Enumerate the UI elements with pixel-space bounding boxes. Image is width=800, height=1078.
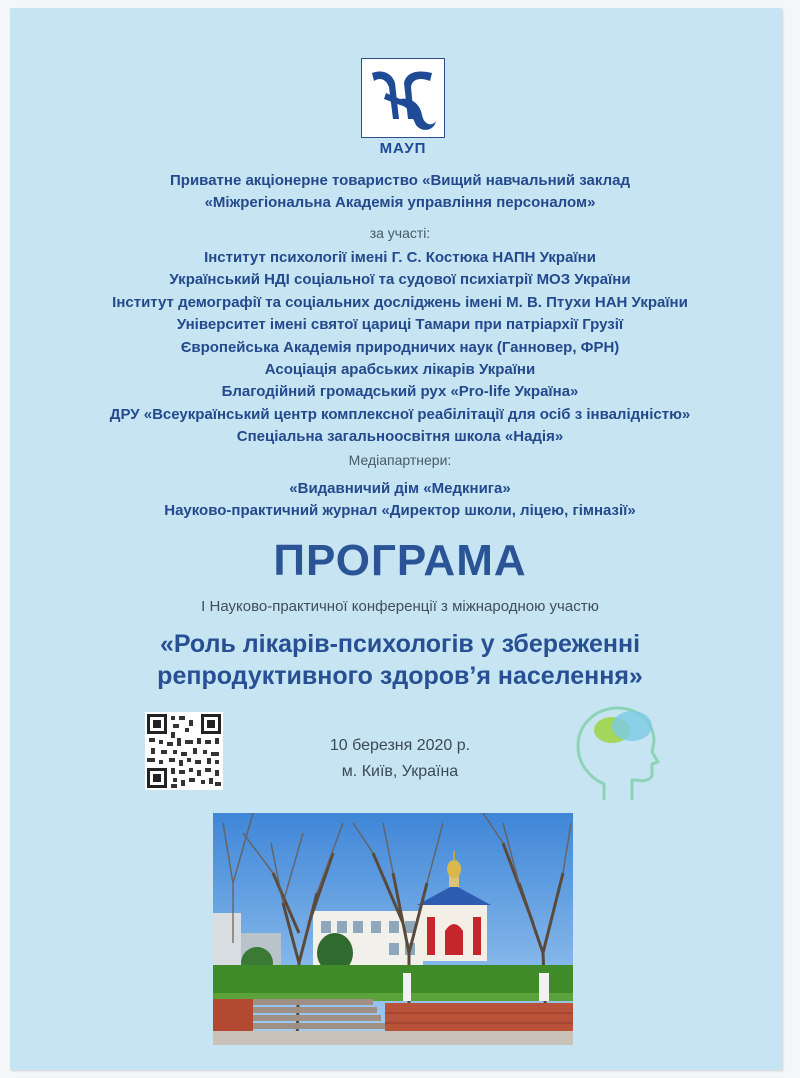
topic-line-2: репродуктивного здоров’я населення» — [157, 662, 643, 690]
participant-item: Український НДІ соціальної та судової психіатрії МОЗ України — [169, 271, 631, 289]
participants-list — [0, 247, 800, 449]
conference-subtitle: І Науково-практичної конференції з міжнародною участю — [201, 598, 599, 615]
event-place: м. Київ, Україна — [341, 763, 459, 780]
logo-name: МАУП — [379, 140, 427, 157]
participant-item: Інститут психології імені Г. С. Костюка НАПН України — [204, 249, 596, 266]
participation-label: за участі: — [369, 225, 431, 241]
program-title: ПРОГРАМА — [273, 536, 527, 585]
media-partner-item: «Видавничий дім «Медкнига» — [289, 480, 511, 497]
head-profile-icon — [568, 700, 660, 804]
media-partner-item: Науково-практичний журнал «Директор школи, ліцею, гімназії» — [164, 502, 636, 519]
conference-topic — [0, 628, 800, 692]
participant-item: ДРУ «Всеукраїнський центр комплексної реабілітації для осіб з інвалідністю» — [109, 405, 691, 423]
participant-item: Асоціація арабських лікарів України — [264, 361, 536, 379]
organizer-line-1: Приватне акціонерне товариство «Вищий навчальний заклад — [170, 172, 630, 189]
maup-logo-icon — [361, 58, 445, 138]
topic-line-1: «Роль лікарів-психологів у збереженні — [159, 630, 641, 658]
organizer-line-2: «Міжрегіональна Академія управління персоналом» — [204, 194, 596, 211]
media-partners-label: Медіапартнери: — [348, 452, 452, 468]
participant-item: Благодійний громадський рух «Pro-life Україна» — [221, 383, 579, 401]
church-photo — [213, 813, 573, 1045]
event-date: 10 березня 2020 р. — [329, 737, 471, 754]
event-date-place — [0, 733, 800, 785]
participant-item: Європейська Академія природничих наук (Ганновер, ФРН) — [180, 338, 620, 356]
organizer — [0, 170, 800, 214]
media-partners-list — [0, 478, 800, 522]
participant-item: Спеціальна загальноосвітня школа «Надія» — [236, 428, 564, 446]
participant-item: Університет імені святої цариці Тамари при патріархії Грузії — [176, 316, 624, 334]
participant-item: Інститут демографії та соціальних досліджень імені М. В. Птухи НАН України — [112, 293, 688, 311]
